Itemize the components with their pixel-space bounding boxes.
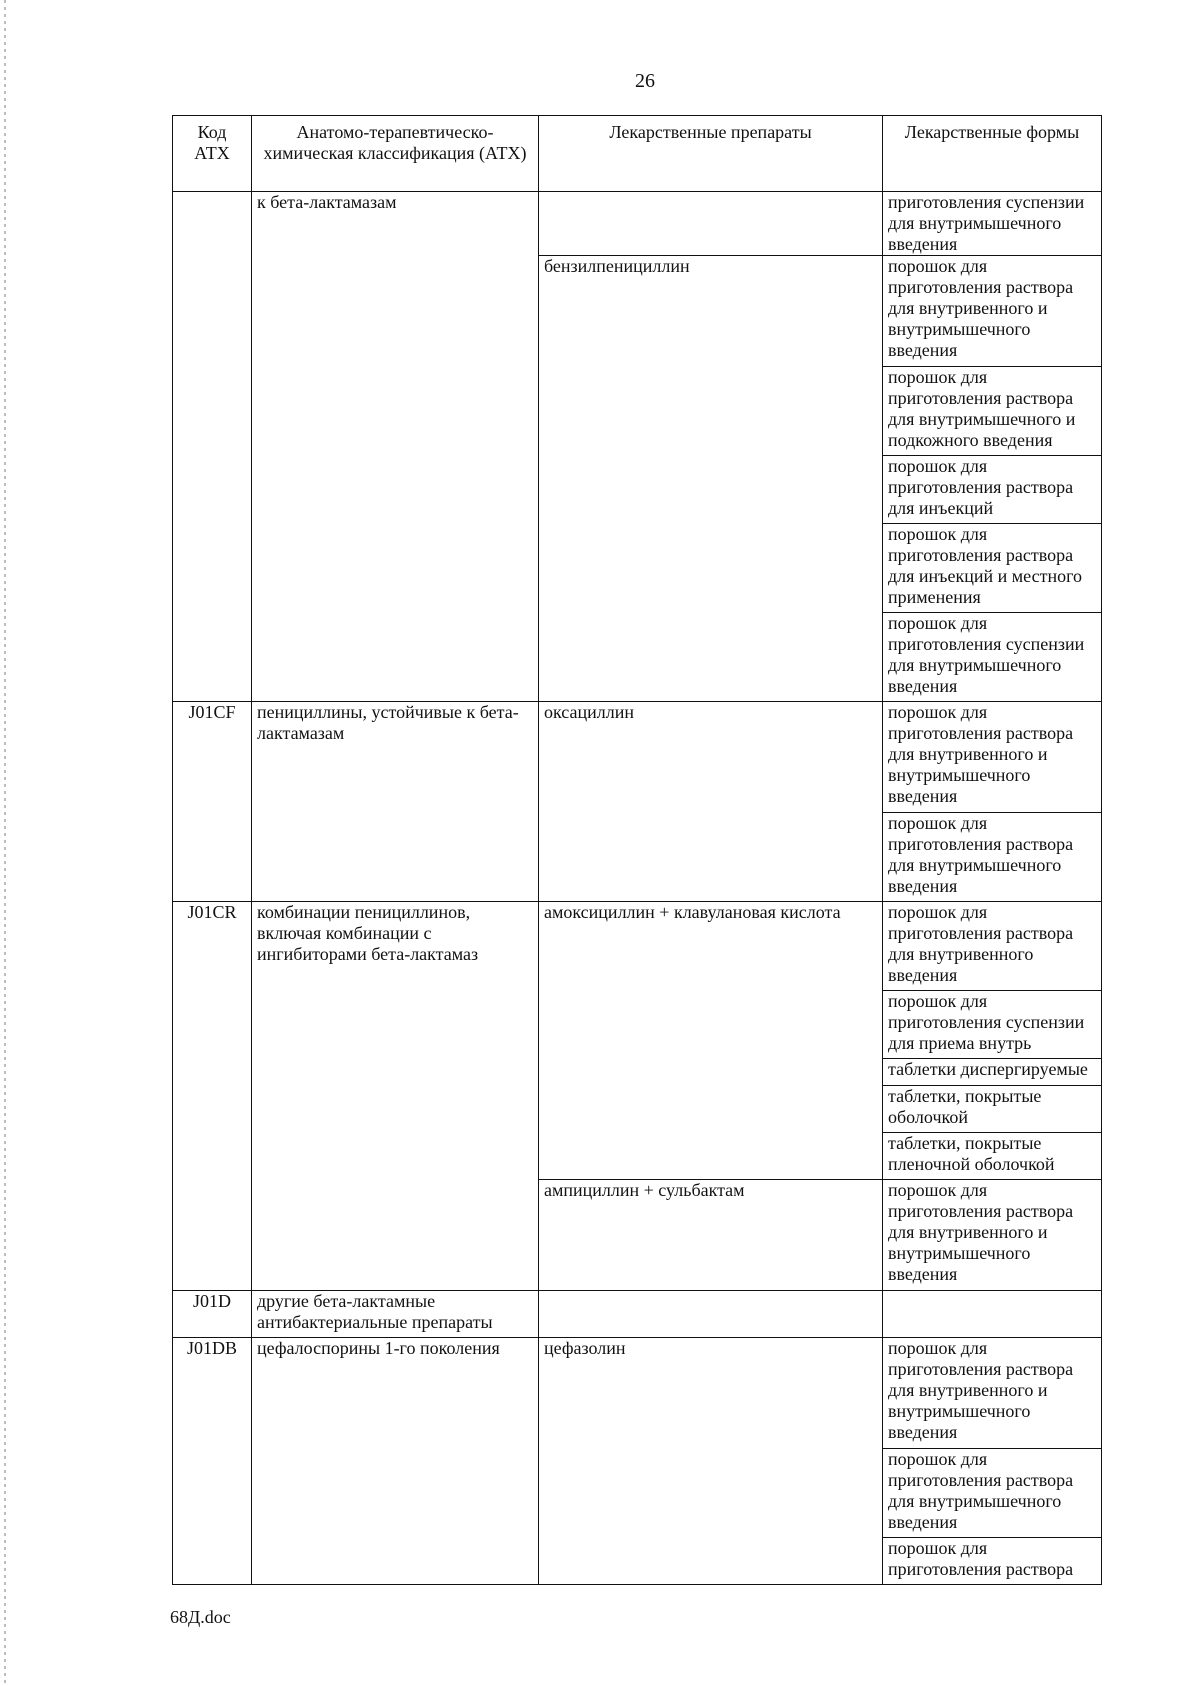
atx-code-cell: J01CF bbox=[173, 702, 252, 902]
atx-classification-cell: к бета-лактамазам bbox=[252, 192, 539, 702]
header-atc: Анатомо-терапевтическо-химическая классификация (АТХ) bbox=[252, 116, 539, 192]
dosage-form-cell: порошок для приготовления суспензии для внутримышечного введения bbox=[883, 613, 1102, 702]
table-row bbox=[173, 1291, 1102, 1338]
dosage-form-cell bbox=[883, 1291, 1102, 1338]
drug-name-cell: амоксициллин + клавулановая кислота bbox=[539, 902, 883, 1180]
atx-code-cell: J01CR bbox=[173, 902, 252, 1291]
dosage-form-cell: порошок для приготовления суспензии для приема внутрь bbox=[883, 991, 1102, 1059]
drug-name-cell: ампициллин + сульбактам bbox=[539, 1180, 883, 1291]
atx-code-cell bbox=[173, 192, 252, 702]
dosage-form-cell: порошок для приготовления раствора bbox=[883, 1538, 1102, 1585]
dosage-form-cell: порошок для приготовления раствора для внутривенного и внутримышечного введения bbox=[883, 256, 1102, 367]
drug-name-cell: бензилпенициллин bbox=[539, 256, 883, 702]
footer-filename: 68Д.doc bbox=[170, 1607, 231, 1627]
header-code: Код АТХ bbox=[173, 116, 252, 192]
drug-name-cell: оксациллин bbox=[539, 702, 883, 902]
atx-code-cell: J01DB bbox=[173, 1338, 252, 1585]
dosage-form-cell: таблетки, покрытые пленочной оболочкой bbox=[883, 1133, 1102, 1180]
table-row bbox=[173, 702, 1102, 813]
drug-name-cell: цефазолин bbox=[539, 1338, 883, 1585]
atx-classification-cell: цефалоспорины 1-го поколения bbox=[252, 1338, 539, 1585]
page-number: 26 bbox=[635, 70, 655, 92]
dosage-form-cell: порошок для приготовления раствора для внутримышечного и подкожного введения bbox=[883, 367, 1102, 456]
atx-classification-cell: пенициллины, устойчивые к бета-лактамазам bbox=[252, 702, 539, 902]
drug-name-cell bbox=[539, 192, 883, 256]
table-body bbox=[173, 192, 1102, 1585]
atx-classification-cell: другие бета-лактамные антибактериальные препараты bbox=[252, 1291, 539, 1338]
header-forms: Лекарственные формы bbox=[883, 116, 1102, 192]
dosage-form-cell: приготовления суспензии для внутримышечного введения bbox=[883, 192, 1102, 256]
drug-name-cell bbox=[539, 1291, 883, 1338]
atx-table bbox=[172, 115, 1102, 1585]
dosage-form-cell: порошок для приготовления раствора для инъекций и местного применения bbox=[883, 524, 1102, 613]
dosage-form-cell: порошок для приготовления раствора для инъекций bbox=[883, 456, 1102, 524]
dosage-form-cell: порошок для приготовления раствора для внутримышечного введения bbox=[883, 813, 1102, 902]
header-drugs: Лекарственные препараты bbox=[539, 116, 883, 192]
dosage-form-cell: таблетки диспергируемые bbox=[883, 1059, 1102, 1086]
table-row bbox=[173, 192, 1102, 256]
table-header-row bbox=[173, 116, 1102, 192]
dosage-form-cell: порошок для приготовления раствора для внутривенного и внутримышечного введения bbox=[883, 1338, 1102, 1449]
atx-code-cell: J01D bbox=[173, 1291, 252, 1338]
dosage-form-cell: порошок для приготовления раствора для внутривенного и внутримышечного введения bbox=[883, 702, 1102, 813]
table-row bbox=[173, 1338, 1102, 1449]
table-row bbox=[173, 902, 1102, 991]
dosage-form-cell: таблетки, покрытые оболочкой bbox=[883, 1086, 1102, 1133]
atx-classification-cell: комбинации пенициллинов, включая комбинации с ингибиторами бета-лактамаз bbox=[252, 902, 539, 1291]
dosage-form-cell: порошок для приготовления раствора для внутривенного и внутримышечного введения bbox=[883, 1180, 1102, 1291]
scan-edge-artifact bbox=[4, 0, 6, 1686]
dosage-form-cell: порошок для приготовления раствора для внутривенного введения bbox=[883, 902, 1102, 991]
dosage-form-cell: порошок для приготовления раствора для внутримышечного введения bbox=[883, 1449, 1102, 1538]
